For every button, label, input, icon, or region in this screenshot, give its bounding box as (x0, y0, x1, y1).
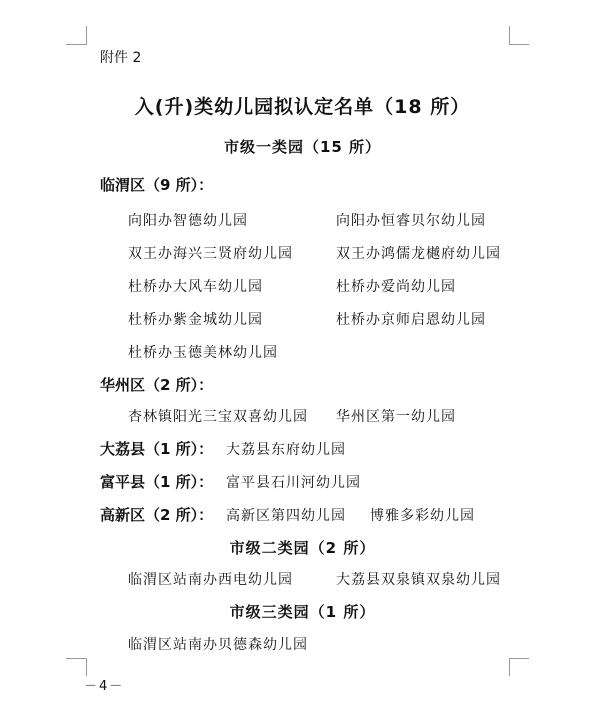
page-number: －4－ (84, 679, 125, 694)
school-item: 富平县石川河幼儿园 (226, 475, 361, 491)
school-item: 大荔县东府幼儿园 (226, 442, 346, 458)
crop-mark-bottom-right-h (509, 658, 529, 659)
school-item: 向阳办恒睿贝尔幼儿园 (336, 213, 486, 229)
school-item: 向阳办智德幼儿园 (128, 213, 248, 229)
section1-heading: 市级一类园（15 所） (223, 138, 382, 156)
school-item: 杜桥办紫金城幼儿园 (128, 312, 263, 328)
school-item: 博雅多彩幼儿园 (370, 508, 475, 524)
school-item: 大荔县双泉镇双泉幼儿园 (336, 572, 501, 588)
district-gaoxin: 高新区（2 所）： (100, 506, 214, 524)
school-item: 双王办海兴三贤府幼儿园 (128, 246, 293, 262)
section3-heading: 市级三类园（1 所） (229, 603, 376, 621)
school-item: 华州区第一幼儿园 (336, 409, 456, 425)
crop-mark-bottom-left-v (86, 658, 87, 676)
crop-mark-top-right-h (509, 44, 529, 45)
document-title: 入(升)类幼儿园拟认定名单（18 所） (134, 96, 471, 118)
district-linwei: 临渭区（9 所）： (100, 176, 214, 194)
attachment-label: 附件 2 (100, 50, 142, 66)
school-item: 杜桥办大风车幼儿园 (128, 279, 263, 295)
school-item: 双王办鸿儒龙樾府幼儿园 (336, 246, 501, 262)
school-item: 杜桥办京师启恩幼儿园 (336, 312, 486, 328)
district-fuping: 富平县（1 所）： (100, 473, 214, 491)
school-item: 临渭区站南办西电幼儿园 (128, 572, 293, 588)
crop-mark-top-right-v (509, 26, 510, 45)
crop-mark-top-left-h (66, 44, 86, 45)
crop-mark-top-left-v (86, 26, 87, 45)
school-item: 临渭区站南办贝德森幼儿园 (128, 637, 308, 653)
school-item: 高新区第四幼儿园 (226, 508, 346, 524)
school-item: 杜桥办玉德美林幼儿园 (128, 345, 278, 361)
school-item: 杜桥办爱尚幼儿园 (336, 279, 456, 295)
district-dali: 大荔县（1 所）： (100, 440, 214, 458)
school-item: 杏林镇阳光三宝双喜幼儿园 (128, 409, 308, 425)
section2-heading: 市级二类园（2 所） (229, 539, 376, 557)
crop-mark-bottom-right-v (509, 658, 510, 676)
crop-mark-bottom-left-h (66, 658, 86, 659)
district-huazhou: 华州区（2 所）： (100, 376, 214, 394)
